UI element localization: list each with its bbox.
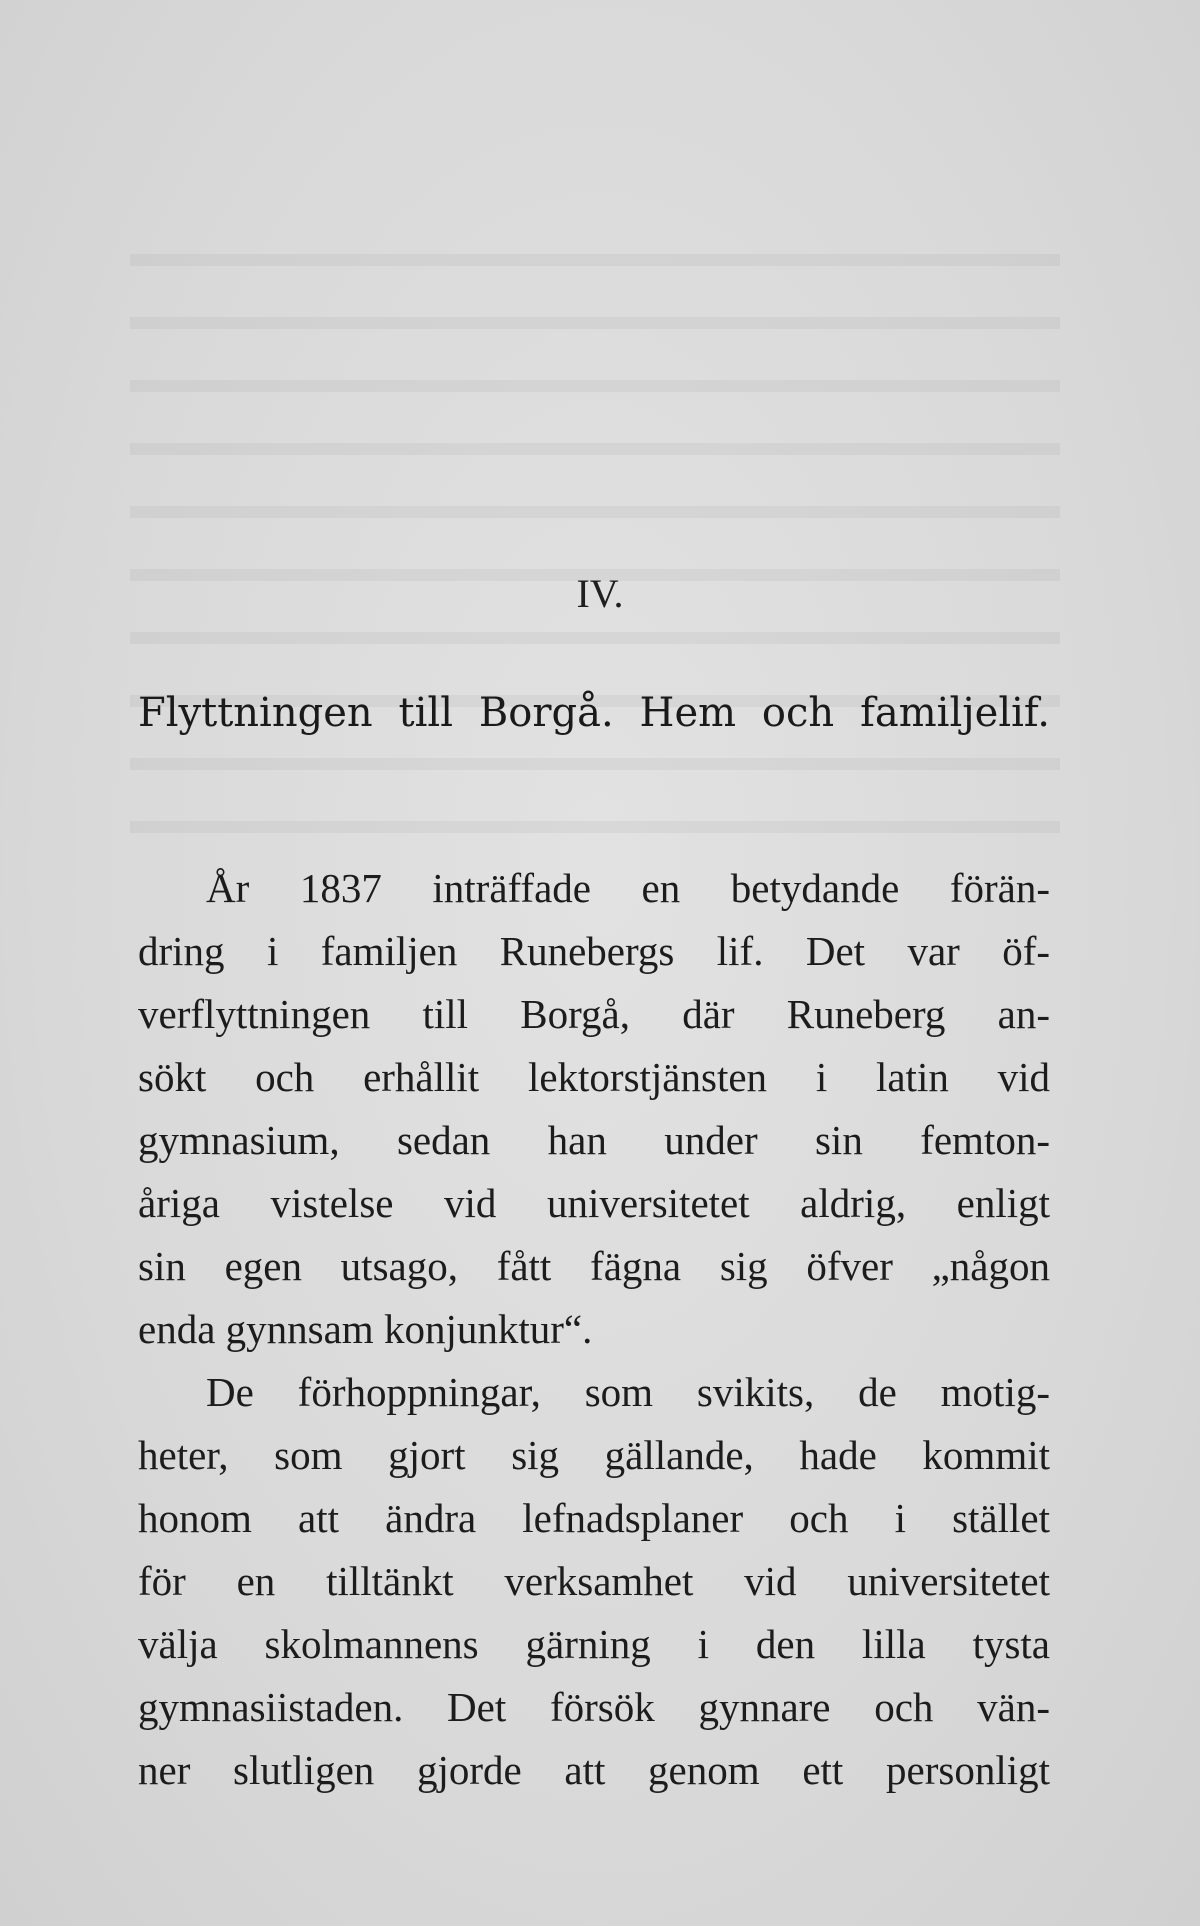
text-line: gymnasium, sedan han under sin femton- [138, 1117, 1050, 1163]
text-line: för en tilltänkt verksamhet vid universitetet [138, 1558, 1050, 1604]
text-line: åriga vistelse vid universitetet aldrig, enligt [138, 1180, 1050, 1226]
text-line: dring i familjen Runebergs lif. Det var öf- [138, 928, 1050, 974]
show-through-texture [130, 210, 1060, 850]
text-line: enda gynnsam konjunktur“. [138, 1306, 593, 1352]
text-line: ner slutligen gjorde att genom ett personligt [138, 1747, 1050, 1793]
text-line: verflyttningen till Borgå, där Runeberg an- [138, 991, 1050, 1037]
text-line: sökt och erhållit lektorstjänsten i latin vid [138, 1054, 1050, 1100]
chapter-title: Flyttningen till Borgå. Hem och familjelif. [138, 690, 1050, 736]
text-line: honom att ändra lefnadsplaner och i stället [138, 1495, 1050, 1541]
text-line: De förhoppningar, som svikits, de motig- [206, 1369, 1050, 1415]
text-line: sin egen utsago, fått fägna sig öfver „någon [138, 1243, 1050, 1289]
text-line: heter, som gjort sig gällande, hade kommit [138, 1432, 1050, 1478]
text-line: gymnasiistaden. Det försök gynnare och vän- [138, 1684, 1050, 1730]
text-line: År 1837 inträffade en betydande förän- [206, 865, 1050, 911]
text-line: välja skolmannens gärning i den lilla tysta [138, 1621, 1050, 1667]
body-text [138, 857, 1050, 1802]
chapter-number: IV. [576, 571, 624, 616]
